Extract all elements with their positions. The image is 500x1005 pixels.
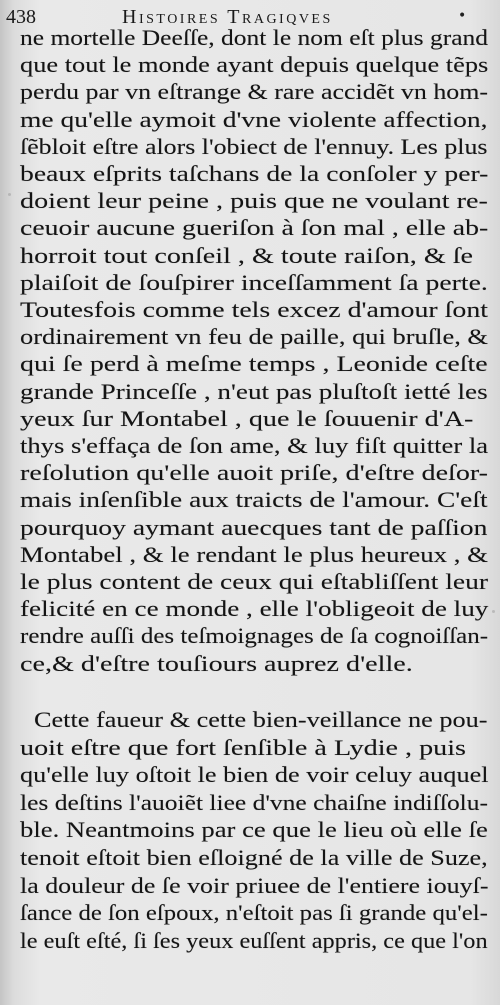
text-line: me qu'elle aymoit d'vne violente affection,: [20, 106, 488, 132]
ink-speck: [492, 610, 495, 613]
ink-speck: [8, 193, 11, 196]
text-line: ordinairement vn feu de paille, qui bruſle, &: [20, 324, 489, 350]
text-line: ſẽbloit eſtre alors l'obiect de l'ennuy. Les plus: [20, 133, 488, 159]
text-line: Cette faueur & cette bien-veillance ne pou-: [34, 707, 488, 732]
text-line: plaiſoit de ſouſpirer inceſſamment ſa perte.: [20, 269, 488, 295]
text-line: qui ſe perd à meſme temps , Leonide ceſte: [20, 351, 488, 377]
running-title: Histoires Tragiqves: [122, 6, 333, 28]
text-line: tenoit eſtoit bien eſloigné de la ville de Suze,: [20, 845, 488, 870]
text-line: qu'elle luy oſtoit le bien de voir celuy auquel: [20, 762, 489, 788]
text-line: les deſtins l'auoiẽt liee d'vne chaiſne indiſſolu-: [20, 789, 489, 815]
text-line: doient leur peine , puis que ne voulant re-: [20, 188, 488, 214]
text-line: ce,& d'eſtre touſiours auprez d'elle.: [20, 650, 413, 676]
text-line: horroit tout conſeil , & toute raiſon, & ſe: [20, 242, 474, 268]
text-line: que tout le monde ayant depuis quelque tẽps: [20, 52, 489, 78]
text-line: Montabel , & le rendant le plus heureux , &: [20, 541, 489, 567]
text-line: uoit eſtre que fort ſenſible à Lydie , puis: [20, 734, 466, 760]
header-ornament: •: [458, 8, 467, 24]
text-line: ſance de ſon eſpoux, n'eſtoit pas ſi grande qu'el-: [20, 900, 488, 926]
text-line: Toutesfois comme tels excez d'amour ſont: [20, 297, 489, 322]
text-line: mais inſenſible aux traicts de l'amour. C'eſt: [20, 487, 488, 513]
text-line: ne mortelle Deeſſe, dont le nom eſt plus grand: [20, 25, 489, 50]
text-line: beaux eſprits taſchans de la conſoler y per-: [20, 161, 489, 186]
text-line: grande Princeſſe , n'eut pas pluſtoſt ietté les: [20, 378, 488, 404]
text-line: ble. Neantmoins par ce que le lieu où elle ſe: [20, 817, 488, 843]
text-line: perdu par vn eſtrange & rare accidẽt vn hom-: [20, 79, 489, 105]
text-line: felicité en ce monde , elle l'obligeoit de luy: [20, 596, 489, 622]
text-line: yeux ſur Montabel , que le ſouuenir d'A-: [20, 405, 474, 431]
text-line: le euſt eſté, ſi ſes yeux euſſent appris, ce que l'on: [20, 927, 488, 953]
text-line: ceuoir aucune gueriſon à ſon mal , elle ab-: [20, 215, 489, 241]
page-number: 438: [6, 6, 36, 28]
text-line: la douleur de ſe voir priuee de l'entiere iouyſ-: [20, 872, 489, 898]
text-line: pourquoy aymant auecques tant de paſſion: [20, 514, 488, 540]
text-line: rendre auſſi des teſmoignages de ſa cognoiſſan-: [20, 623, 489, 649]
text-line: reſolution qu'elle auoit priſe, d'eſtre deſor-: [20, 460, 489, 486]
text-line: thys s'effaça de ſon ame, & luy fiſt quitter la: [20, 433, 489, 458]
text-line: le plus content de ceux qui eſtabliſſent leur: [20, 569, 489, 594]
